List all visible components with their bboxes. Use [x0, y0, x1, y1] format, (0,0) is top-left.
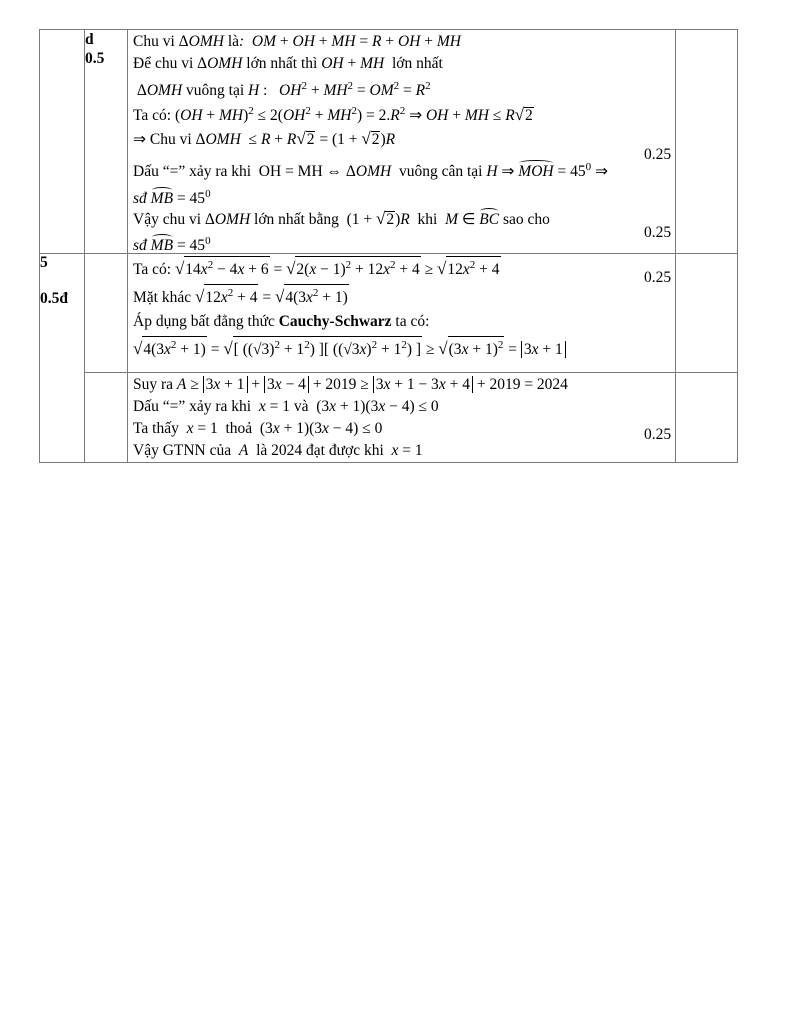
part-label-cell-empty — [85, 373, 128, 463]
solution-line: Vậy GTNN của A là 2024 đạt được khi x = 1 — [133, 442, 423, 459]
solution-line: Mặt khác $√12x^2 + 4 = √4(3x^2 + 1)$ — [133, 283, 675, 311]
part-label-cell — [85, 30, 128, 254]
score-value: 0.25 — [644, 426, 672, 443]
question-points: 0.5đ — [40, 290, 68, 307]
solution-line: Ta có: $(OH + MH)^2 \le 2(OH^2 + MH^2) = 2.R^2$ ⇒ OH + MH ≤ R√2 — [133, 105, 533, 124]
solution-line: $√4(3x^2 + 1)$ = √[ $((√3)^2 + 1^2)$ ][ $((√3x)^2 + 1^2)$ ] ≥ $√(3x + 1)^2 = 3x + 1$ — [133, 333, 675, 364]
question-number-cell — [40, 254, 85, 463]
answer-key-table — [39, 29, 738, 463]
question-number: 5 — [40, 254, 48, 271]
solution-line: Ta thấy x = 1 thoả (3x + 1)(3x − 4) ≤ 0 — [133, 420, 383, 437]
score-cell — [676, 30, 738, 254]
part-letter: d — [85, 31, 94, 48]
solution-line: Ta có: $√14x^2 - 4x + 6 = √2(x - 1)^2 + 12x^2 + 4 \ge √12x^2 + 4$ — [133, 255, 675, 283]
solution-line: Vậy chu vi ΔOMH lớn nhất bằng (1 + √2)R khi M ∈ BC sao cho — [133, 206, 675, 228]
solution-line: Suy ra A ≥ 3x + 1 + 3x − 4 + 2019 ≥ 3x + 1 − 3x + 4 + 2019 = 2024 — [133, 376, 568, 393]
score-value: 0.25 — [644, 146, 672, 163]
score-value: 0.25 — [644, 224, 672, 241]
solution-line: sđ MB = $45^0$ — [133, 228, 675, 253]
solution-line: Chu vi ΔOMH là: OM + OH + MH = R + OH + MH — [133, 33, 461, 50]
score-value: 0.25 — [644, 269, 672, 286]
solution-line: sđ MB = $45^0$ — [133, 181, 675, 206]
solution-cell — [128, 30, 676, 254]
score-cell — [676, 373, 738, 463]
solution-line: Dấu “=” xảy ra khi OH = MH ⇔ ΔOMH vuông cân tại H ⇒ MOH = $45^0$ ⇒ — [133, 153, 675, 181]
question-5-row-1 — [40, 254, 738, 373]
part-points: 0.5 — [85, 50, 105, 67]
solution-line: ΔOMH vuông tại H : $OH^2 + MH^2 = OM^2 = R^2$ — [133, 80, 431, 99]
part-label-cell-empty — [85, 254, 128, 373]
solution-line: ⇒ Chu vi ΔOMH ≤ R + R√2 = (1 + √2)R — [133, 129, 396, 148]
part-d-row — [40, 30, 738, 254]
solution-line: Dấu “=” xảy ra khi x = 1 và (3x + 1)(3x − 4) ≤ 0 — [133, 398, 439, 415]
solution-cell — [128, 254, 676, 373]
question-number-cell-empty — [40, 30, 85, 254]
solution-line: Áp dụng bất đẳng thức Cauchy-Schwarz ta có: — [133, 313, 430, 330]
question-5-row-2 — [40, 373, 738, 463]
solution-cell — [128, 373, 676, 463]
solution-line: Để chu vi ΔOMH lớn nhất thì OH + MH lớn nhất — [133, 55, 443, 72]
